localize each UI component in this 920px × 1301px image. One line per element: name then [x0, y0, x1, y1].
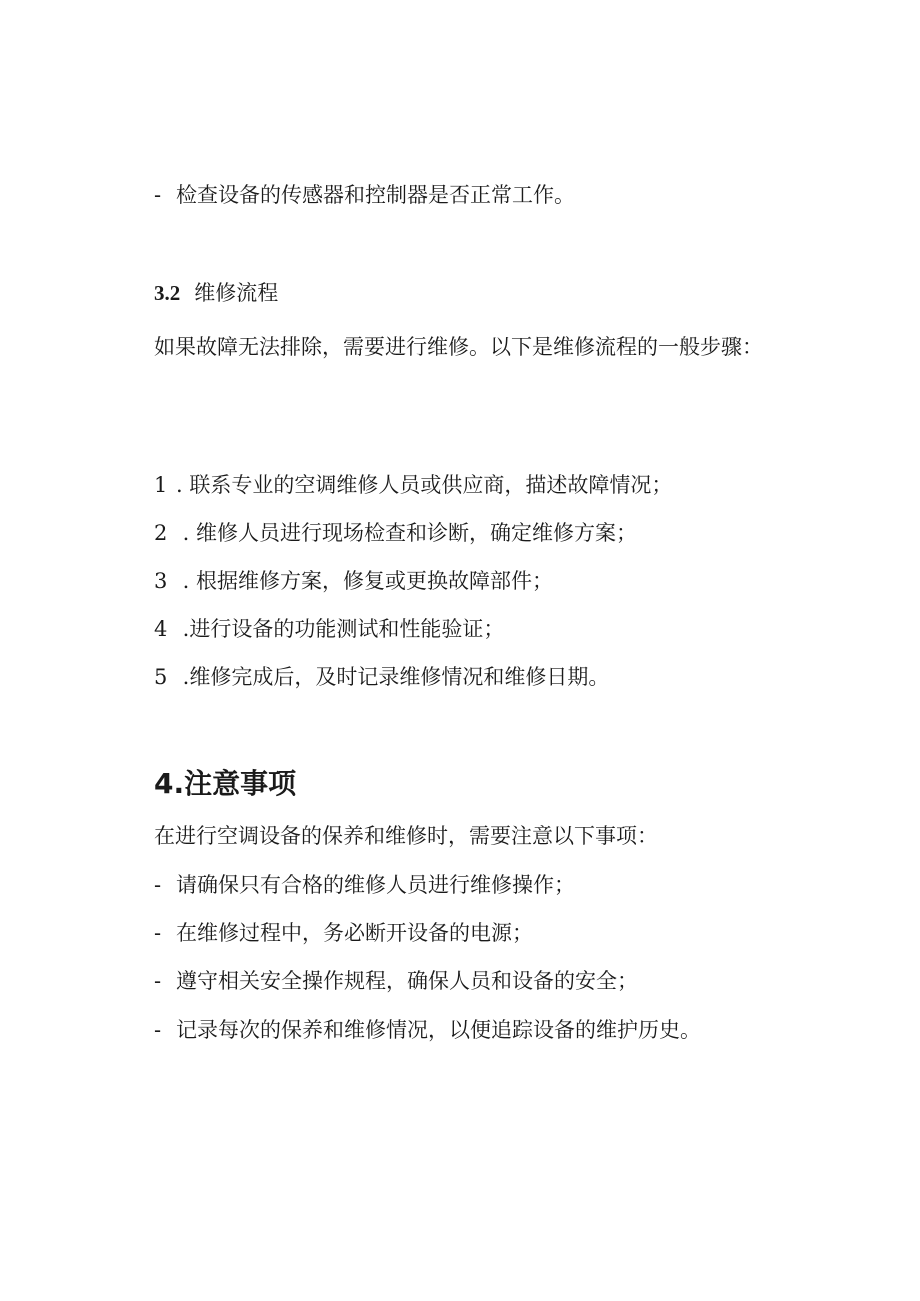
bullet-text: 在维修过程中，务必断开设备的电源； [176, 921, 533, 945]
step-number: 4 [154, 617, 168, 641]
bullet-dash: - [154, 183, 162, 207]
section-4-intro: 在进行空调设备的保养和维修时，需要注意以下事项： [154, 824, 658, 848]
bullet-text: 请确保只有合格的维修人员进行维修操作； [176, 873, 575, 897]
step-item-1 [154, 470, 672, 500]
bullet-record-history [154, 1015, 701, 1045]
bullet-text: 检查设备的传感器和控制器是否正常工作。 [176, 183, 575, 207]
bullet-dash: - [154, 873, 162, 897]
bullet-dash: - [154, 921, 162, 945]
bullet-dash: - [154, 1018, 162, 1042]
step-item-2 [154, 518, 637, 548]
step-item-4 [154, 614, 504, 644]
section-3-2-intro: 如果故障无法排除，需要进行维修。以下是维修流程的一般步骤： [154, 335, 763, 359]
section-heading-4: 4.注意事项 [154, 767, 297, 800]
step-text: . 根据维修方案，修复或更换故障部件； [176, 569, 554, 593]
section-heading-3-2 [154, 278, 278, 308]
step-text: .进行设备的功能测试和性能验证； [176, 617, 505, 641]
bullet-qualified-staff [154, 870, 575, 900]
bullet-text: 记录每次的保养和维修情况，以便追踪设备的维护历史。 [176, 1018, 701, 1042]
step-item-5 [154, 662, 609, 692]
step-text: . 维修人员进行现场检查和诊断，确定维修方案； [176, 521, 638, 545]
bullet-check-sensors [154, 180, 575, 210]
step-text: . 联系专业的空调维修人员或供应商，描述故障情况； [176, 473, 673, 497]
bullet-dash: - [154, 969, 162, 993]
step-number: 1 [154, 473, 168, 497]
bullet-safety-rules [154, 966, 638, 996]
section-number: 3.2 [154, 281, 181, 305]
step-text: .维修完成后，及时记录维修情况和维修日期。 [176, 665, 610, 689]
step-item-3 [154, 566, 553, 596]
step-number: 3 [154, 569, 168, 593]
bullet-text: 遵守相关安全操作规程，确保人员和设备的安全； [176, 969, 638, 993]
step-number: 5 [154, 665, 168, 689]
section-title: 维修流程 [194, 281, 279, 305]
step-number: 2 [154, 521, 168, 545]
bullet-power-off [154, 918, 533, 948]
